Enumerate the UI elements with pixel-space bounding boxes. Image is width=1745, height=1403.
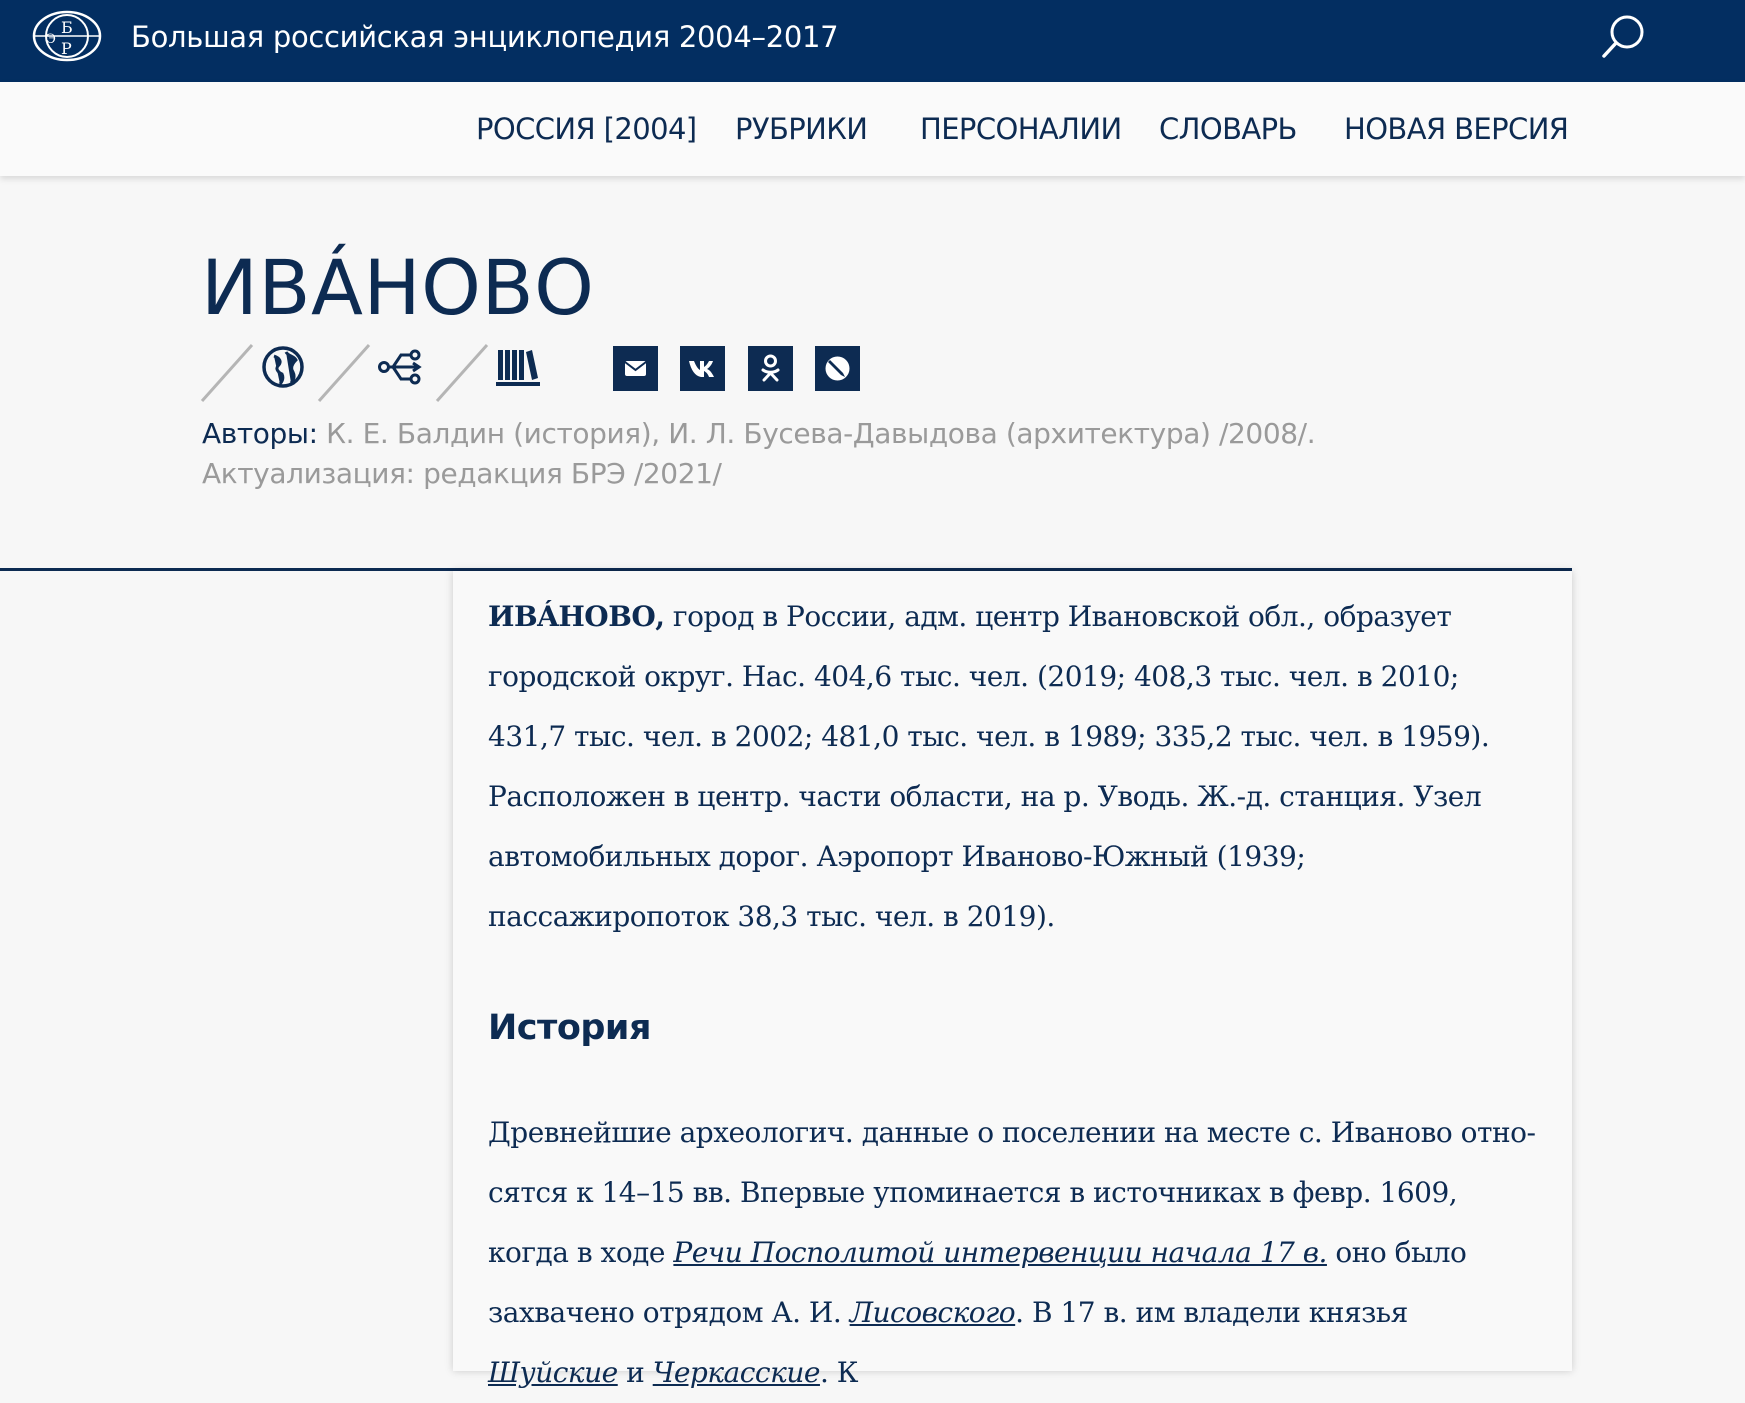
nav-russia-2004[interactable]: РОССИЯ [2004] [476, 112, 697, 146]
authors-text: К. Е. Балдин (история), И. Л. Бусева-Давыдова (архитектура) /2008/. Актуализация: редакция БРЭ /2021/ [202, 417, 1316, 490]
nav-personalities[interactable]: ПЕРСОНАЛИИ [920, 112, 1122, 146]
svg-text:Б: Б [61, 18, 73, 37]
nav-new-version[interactable]: НОВАЯ ВЕРСИЯ [1344, 112, 1569, 146]
globe-icon[interactable] [260, 344, 306, 390]
history-text: . К [819, 1356, 858, 1389]
history-text: . В 17 в. им владели князья [1015, 1296, 1408, 1329]
share-livejournal-button[interactable] [815, 346, 860, 391]
history-text: и [617, 1356, 653, 1389]
history-text: оно было захвачено отрядом А. И. [488, 1236, 1467, 1329]
nav-rubrics[interactable]: РУБРИКИ [735, 112, 868, 146]
livejournal-icon [815, 346, 860, 391]
section-heading-history: История [488, 1008, 651, 1048]
lead-term: ИВÁНОВО, [488, 600, 665, 633]
link-cherkassky[interactable]: Черкасские [652, 1356, 820, 1389]
svg-text:Р: Р [61, 39, 72, 58]
mail-icon [613, 346, 658, 391]
share-mail-button[interactable] [613, 346, 658, 391]
nav-dictionary[interactable]: СЛОВАРЬ [1159, 112, 1297, 146]
divider-slash [200, 343, 260, 403]
branch-icon[interactable] [377, 344, 423, 390]
share-odnoklassniki-button[interactable] [748, 346, 793, 391]
top-bar [0, 0, 1745, 82]
article-body [453, 571, 1572, 1389]
divider-slash [317, 343, 377, 403]
authors-label: Авторы: [202, 417, 318, 450]
lead-text: город в России, адм. центр Ивановской обл., образует городской округ. Нас. 404,6 тыс. чел. (2019; 408,3 тыс. чел. в 2010; 431,7 тыс. чел. в 2002; 481,0 тыс. чел. в 1989; 335,2 тыс. чел. в 1959). Расположен в центр. части области, на р. Уводь. Ж.-д. станция. Узел автомобильных дорог. Аэропорт Иваново-Южный (1939; пассажиропоток 38,3 тыс. чел. в 2019). [488, 600, 1490, 933]
bre-logo-icon[interactable] [30, 8, 104, 64]
link-shuisky[interactable]: Шуйские [488, 1356, 618, 1389]
site-title[interactable]: Большая российская энциклопедия 2004–2017 [131, 20, 839, 54]
link-rzeczpospolita-intervention[interactable]: Речи Посполитой интервенции начала 17 в. [673, 1236, 1327, 1269]
vk-icon [680, 346, 725, 391]
history-paragraph [488, 1103, 1538, 1403]
odnoklassniki-icon [748, 346, 793, 391]
divider-slash [435, 343, 495, 403]
page-title: ИВÁНОВО [201, 243, 595, 332]
link-lisovsky[interactable]: Лисовского [849, 1296, 1016, 1329]
svg-text:Э: Э [46, 32, 56, 47]
main-nav [0, 82, 1745, 176]
share-vk-button[interactable] [680, 346, 725, 391]
search-icon[interactable] [1596, 8, 1652, 64]
history-text: Древнейшие археологич. данные о поселении на месте с. Иваново относятся к 14–15 вв. Впервые упоминается в источниках в февр. 1609, когда в ходе [488, 1116, 1536, 1269]
authors-line [202, 414, 1532, 494]
library-icon[interactable] [495, 344, 541, 390]
lead-paragraph [488, 587, 1538, 947]
